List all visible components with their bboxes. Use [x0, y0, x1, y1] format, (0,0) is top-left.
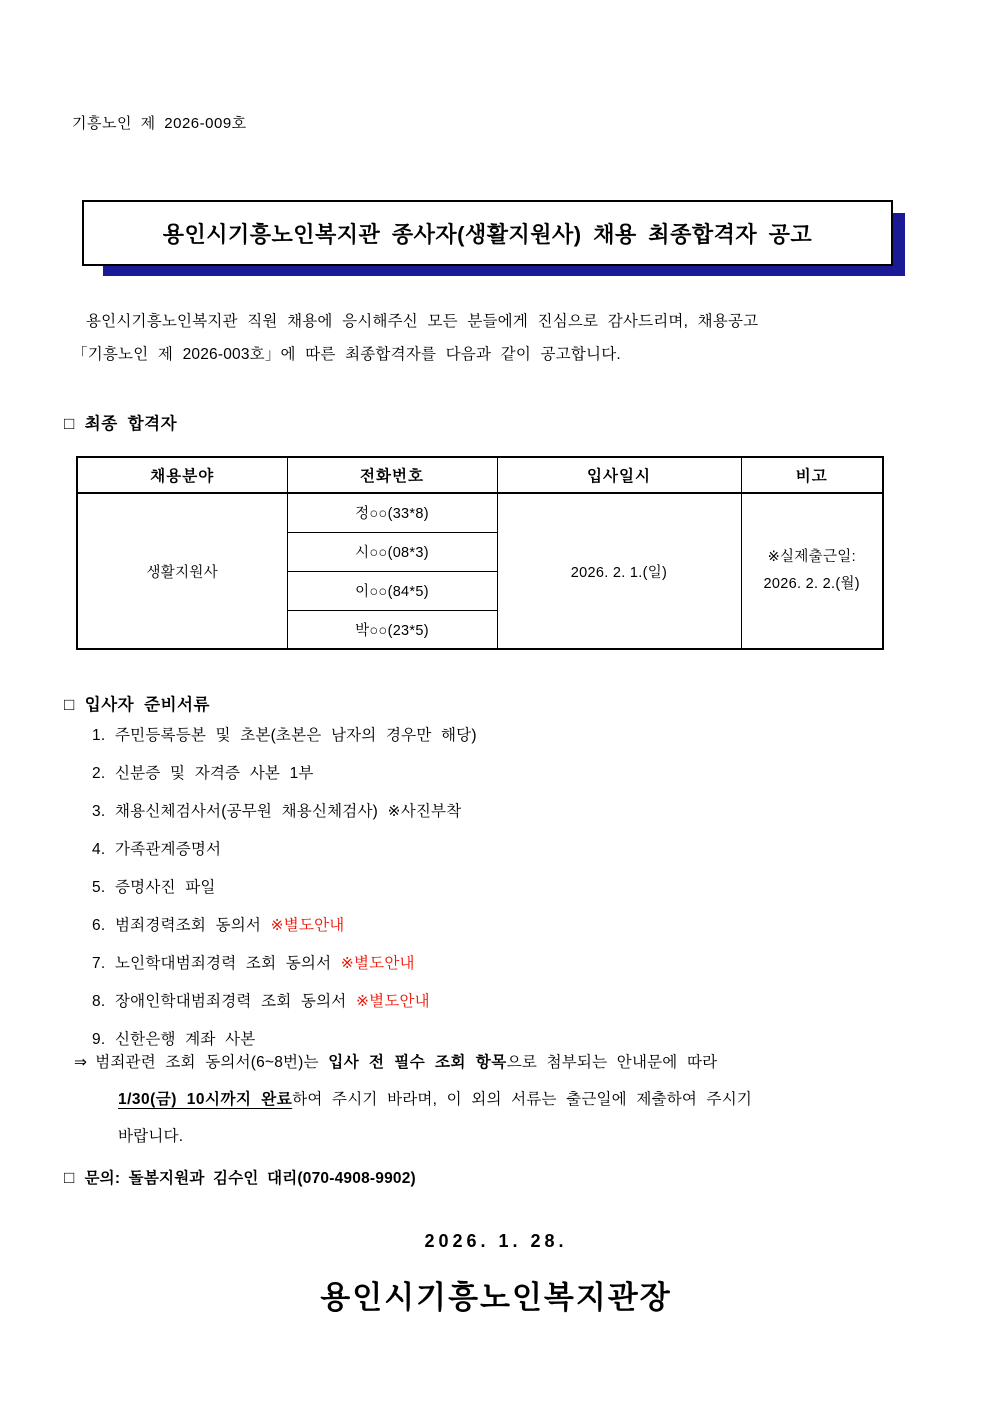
- note-line-1: [74, 1044, 934, 1081]
- remark-line-1: ※실제출근일:: [767, 549, 856, 565]
- announcement-date: 2026. 1. 28.: [424, 1231, 568, 1251]
- item-number: 1.: [92, 727, 106, 744]
- doc-number: 기흥노인 제 2026-009호: [72, 115, 247, 132]
- start-date-cell: 2026. 2. 1.(일): [497, 493, 741, 649]
- col-header-start-date: 입사일시: [497, 457, 741, 493]
- crime-check-note: [74, 1044, 934, 1155]
- item-number: 3.: [92, 803, 106, 820]
- item-text: 신분증 및 자격증 사본 1부: [115, 765, 314, 782]
- category-cell: 생활지원사: [77, 493, 287, 649]
- page-title: 용인시기흥노인복지관 종사자(생활지원사) 채용 최종합격자 공고: [162, 221, 813, 247]
- list-item: [92, 983, 952, 1021]
- list-item: [92, 831, 952, 869]
- item-text: 신한은행 계좌 사본: [115, 1031, 256, 1048]
- note-deadline-text: 1/30(금) 10시까지 완료: [118, 1091, 293, 1108]
- director-signature: 용인시기흥노인복지관장: [320, 1280, 672, 1315]
- section-heading-final-pass: [64, 410, 177, 434]
- item-number: 9.: [92, 1031, 106, 1048]
- item-number: 8.: [92, 993, 106, 1010]
- item-number: 2.: [92, 765, 106, 782]
- contact-line: [64, 1166, 416, 1188]
- item-text: 주민등록등본 및 초본(초본은 남자의 경우만 해당): [115, 727, 477, 744]
- remark-cell: [741, 493, 883, 649]
- list-item: [92, 907, 952, 945]
- section-title-documents: 입사자 준비서류: [84, 696, 210, 714]
- note-bold-text: 입사 전 필수 조회 항목: [328, 1054, 507, 1071]
- note-text: 범죄관련 조회 동의서(6~8번)는: [95, 1054, 319, 1071]
- table-header-row: [77, 457, 883, 493]
- note-line-3: 바랍니다.: [118, 1128, 184, 1145]
- remark-line-2: 2026. 2. 2.(월): [763, 576, 860, 592]
- section-title-final-pass: 최종 합격자: [84, 415, 178, 433]
- document-checklist: [92, 717, 952, 1059]
- item-text: 범죄경력조회 동의서: [115, 917, 262, 934]
- list-item: [92, 869, 952, 907]
- note-line-2: [74, 1081, 934, 1118]
- list-item: [92, 755, 952, 793]
- list-item: [92, 793, 952, 831]
- item-text: 장애인학대범죄경력 조회 동의서: [115, 993, 347, 1010]
- item-note: ※별도안내: [355, 993, 430, 1010]
- list-item: [92, 717, 952, 755]
- item-number: 5.: [92, 879, 106, 896]
- list-item: [92, 945, 952, 983]
- square-bullet-icon: □: [64, 1168, 75, 1187]
- col-header-phone: 전화번호: [287, 457, 497, 493]
- item-text: 노인학대범죄경력 조회 동의서: [115, 955, 332, 972]
- square-bullet-icon: □: [64, 695, 75, 714]
- intro-paragraph: [72, 305, 924, 371]
- right-arrow-icon: ⇒: [74, 1054, 88, 1071]
- candidate-cell: 이○○(84*5): [287, 571, 497, 610]
- candidate-cell: 시○○(08*3): [287, 532, 497, 571]
- item-number: 7.: [92, 955, 106, 972]
- section-heading-documents: [64, 691, 210, 715]
- square-bullet-icon: □: [64, 414, 75, 433]
- title-box: [82, 200, 893, 266]
- item-note: ※별도안내: [340, 955, 415, 972]
- item-text: 증명사진 파일: [115, 879, 216, 896]
- col-header-remark: 비고: [741, 457, 883, 493]
- final-pass-table: [76, 456, 884, 650]
- item-text: 채용신체검사서(공무원 채용신체검사) ※사진부착: [115, 803, 462, 820]
- item-number: 6.: [92, 917, 106, 934]
- candidate-cell: 정○○(33*8): [287, 493, 497, 532]
- intro-line-1: 용인시기흥노인복지관 직원 채용에 응시해주신 모든 분들에게 진심으로 감사드리며, 채용공고: [86, 313, 759, 330]
- intro-line-2: 「기흥노인 제 2026-003호」에 따른 최종합격자를 다음과 같이 공고합니다.: [72, 346, 621, 363]
- item-note: ※별도안내: [270, 917, 345, 934]
- col-header-field: 채용분야: [77, 457, 287, 493]
- item-text: 가족관계증명서: [115, 841, 222, 858]
- candidate-cell: 박○○(23*5): [287, 610, 497, 649]
- note-text: 하여 주시기 바라며, 이 외의 서류는 출근일에 제출하여 주시기: [292, 1091, 753, 1108]
- contact-label: 문의: 돌봄지원과 김수인 대리(070-4908-9902): [84, 1170, 416, 1187]
- item-number: 4.: [92, 841, 106, 858]
- table-row: [77, 493, 883, 532]
- note-text: 으로 첨부되는 안내문에 따라: [506, 1054, 718, 1071]
